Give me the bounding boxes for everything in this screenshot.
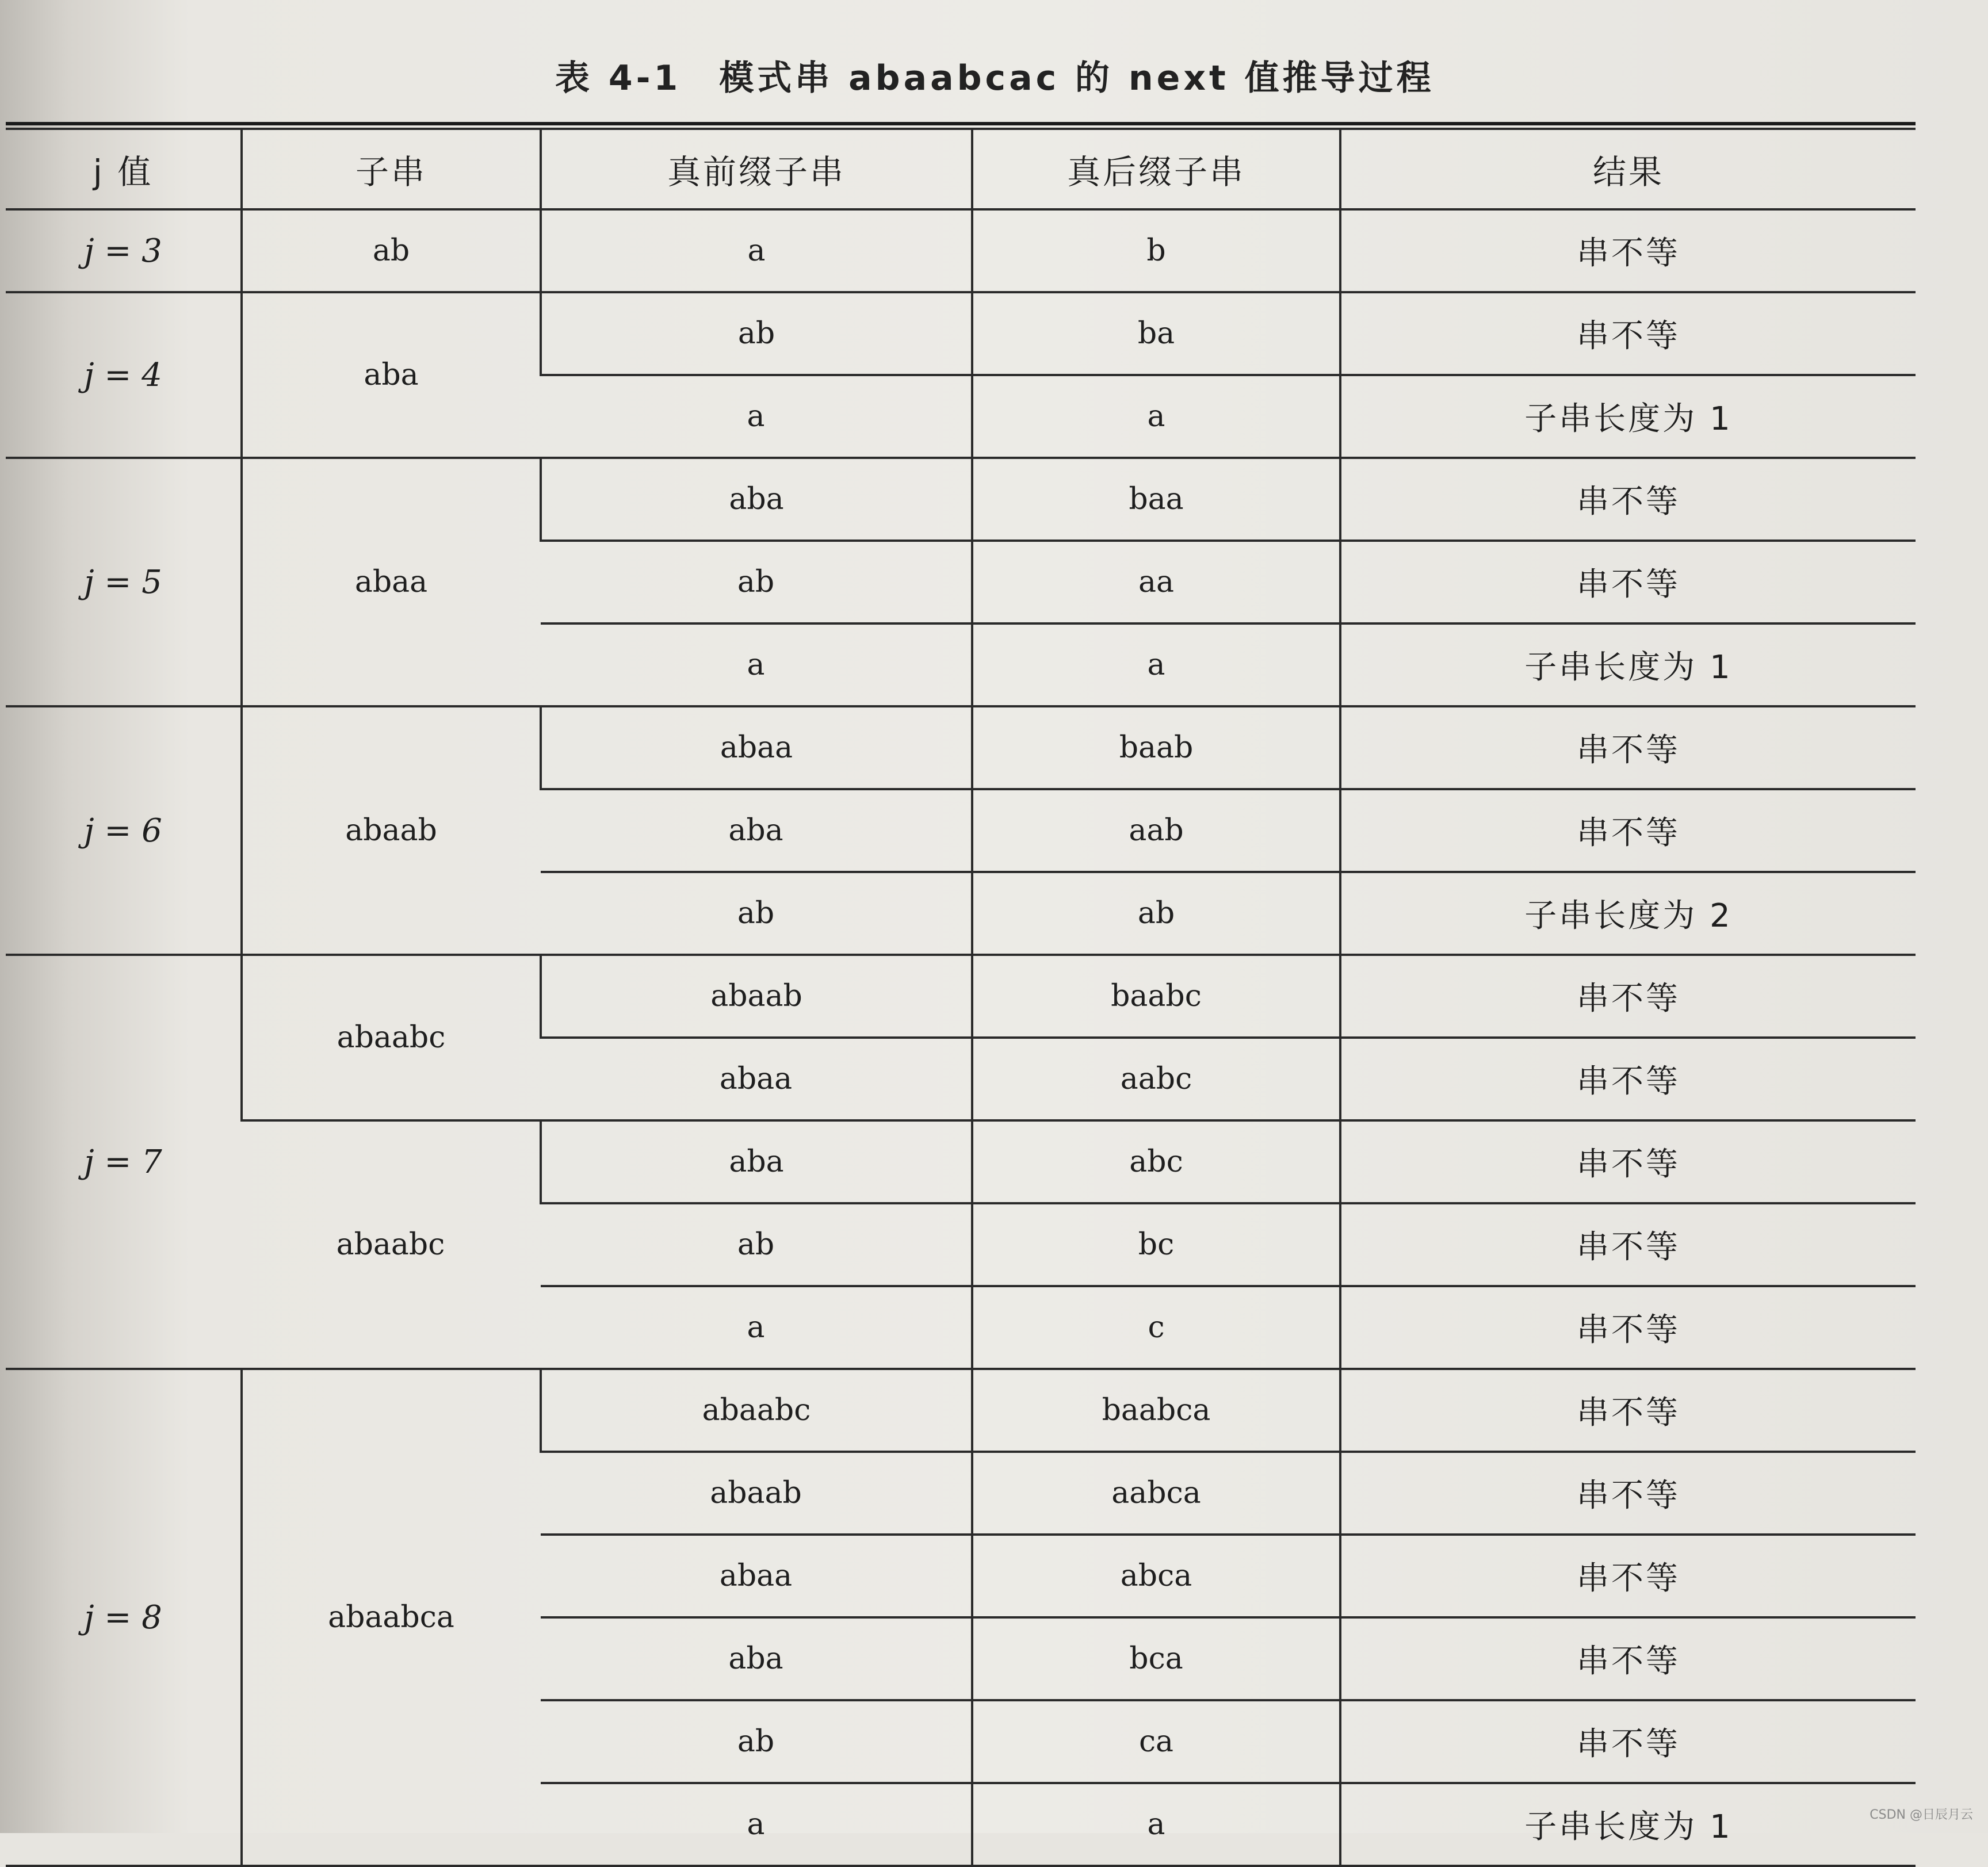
result-cell: 串不等 <box>1340 1286 1916 1369</box>
result-cell: 子串长度为 1 <box>1340 375 1916 458</box>
j-value-cell: j = 6 <box>6 706 242 955</box>
header-j: j 值 <box>6 129 242 209</box>
j-value-cell: j = 4 <box>6 292 242 458</box>
substring-cell: abaab <box>242 706 541 955</box>
suffix-cell: baab <box>972 706 1340 789</box>
table-row <box>6 292 1916 375</box>
suffix-cell: abca <box>972 1535 1340 1617</box>
prefix-cell: ab <box>541 292 972 375</box>
prefix-cell: aba <box>541 458 972 541</box>
table-row <box>6 1369 1916 1452</box>
result-cell: 串不等 <box>1340 955 1916 1038</box>
prefix-cell: abaa <box>541 1038 972 1120</box>
result-cell: 子串长度为 1 <box>1340 623 1916 706</box>
suffix-cell: bca <box>972 1617 1340 1700</box>
prefix-cell: ab <box>541 1700 972 1783</box>
result-cell: 串不等 <box>1340 541 1916 623</box>
result-cell: 子串长度为 2 <box>1340 872 1916 955</box>
substring-cell: ab <box>242 209 541 292</box>
table-row <box>6 458 1916 541</box>
j-value-cell: j = 8 <box>6 1369 242 1866</box>
result-cell: 串不等 <box>1340 1700 1916 1783</box>
table-top-rule <box>6 122 1916 125</box>
prefix-cell: ab <box>541 1203 972 1286</box>
result-cell: 串不等 <box>1340 1617 1916 1700</box>
result-cell: 子串长度为 1 <box>1340 1783 1916 1866</box>
table-row <box>6 209 1916 292</box>
prefix-cell: abaab <box>541 955 972 1038</box>
substring-cell: abaa <box>242 458 541 706</box>
header-result: 结果 <box>1340 129 1916 209</box>
suffix-cell: aab <box>972 789 1340 872</box>
result-cell: 串不等 <box>1340 292 1916 375</box>
prefix-cell: a <box>541 209 972 292</box>
prefix-cell: ab <box>541 541 972 623</box>
header-row <box>6 129 1916 209</box>
result-cell: 串不等 <box>1340 1203 1916 1286</box>
result-cell: 串不等 <box>1340 1038 1916 1120</box>
suffix-cell: abc <box>972 1120 1340 1203</box>
suffix-cell: ab <box>972 872 1340 955</box>
prefix-cell: aba <box>541 789 972 872</box>
prefix-cell: a <box>541 1286 972 1369</box>
suffix-cell: aabc <box>972 1038 1340 1120</box>
j-value-cell: j = 5 <box>6 458 242 706</box>
suffix-cell: b <box>972 209 1340 292</box>
suffix-cell: ba <box>972 292 1340 375</box>
suffix-cell: aabca <box>972 1452 1340 1535</box>
suffix-cell: a <box>972 1783 1340 1866</box>
suffix-cell: baa <box>972 458 1340 541</box>
prefix-cell: abaa <box>541 1535 972 1617</box>
substring-cell: abaabca <box>242 1369 541 1866</box>
prefix-cell: abaa <box>541 706 972 789</box>
prefix-cell: a <box>541 1783 972 1866</box>
suffix-cell: bc <box>972 1203 1340 1286</box>
table-row <box>6 706 1916 789</box>
suffix-cell: a <box>972 623 1340 706</box>
prefix-cell: a <box>541 375 972 458</box>
next-derivation-table <box>6 128 1916 1867</box>
prefix-cell: abaab <box>541 1452 972 1535</box>
suffix-cell: a <box>972 375 1340 458</box>
prefix-cell: aba <box>541 1617 972 1700</box>
table-caption: 表 4-1 模式串 abaabcac 的 next 值推导过程 <box>555 58 1435 98</box>
result-cell: 串不等 <box>1340 789 1916 872</box>
result-cell: 串不等 <box>1340 706 1916 789</box>
prefix-cell: aba <box>541 1120 972 1203</box>
result-cell: 串不等 <box>1340 458 1916 541</box>
prefix-cell: a <box>541 623 972 706</box>
prefix-cell: abaabc <box>541 1369 972 1452</box>
result-cell: 串不等 <box>1340 1369 1916 1452</box>
substring-cell: abaabc <box>242 955 541 1120</box>
header-substring: 子串 <box>242 129 541 209</box>
table-row <box>6 955 1916 1038</box>
header-prefix: 真前缀子串 <box>541 129 972 209</box>
result-cell: 串不等 <box>1340 1535 1916 1617</box>
result-cell: 串不等 <box>1340 1120 1916 1203</box>
table-row <box>6 1120 1916 1203</box>
prefix-cell: ab <box>541 872 972 955</box>
suffix-cell: baabc <box>972 955 1340 1038</box>
suffix-cell: c <box>972 1286 1340 1369</box>
suffix-cell: baabca <box>972 1369 1340 1452</box>
j-value-cell: j = 7 <box>6 955 242 1369</box>
substring-cell: abaabc <box>242 1120 541 1369</box>
result-cell: 串不等 <box>1340 209 1916 292</box>
substring-cell: aba <box>242 292 541 458</box>
result-cell: 串不等 <box>1340 1452 1916 1535</box>
watermark: CSDN @日辰月云 <box>1870 1808 1973 1822</box>
suffix-cell: ca <box>972 1700 1340 1783</box>
j-value-cell: j = 3 <box>6 209 242 292</box>
suffix-cell: aa <box>972 541 1340 623</box>
header-suffix: 真后缀子串 <box>972 129 1340 209</box>
